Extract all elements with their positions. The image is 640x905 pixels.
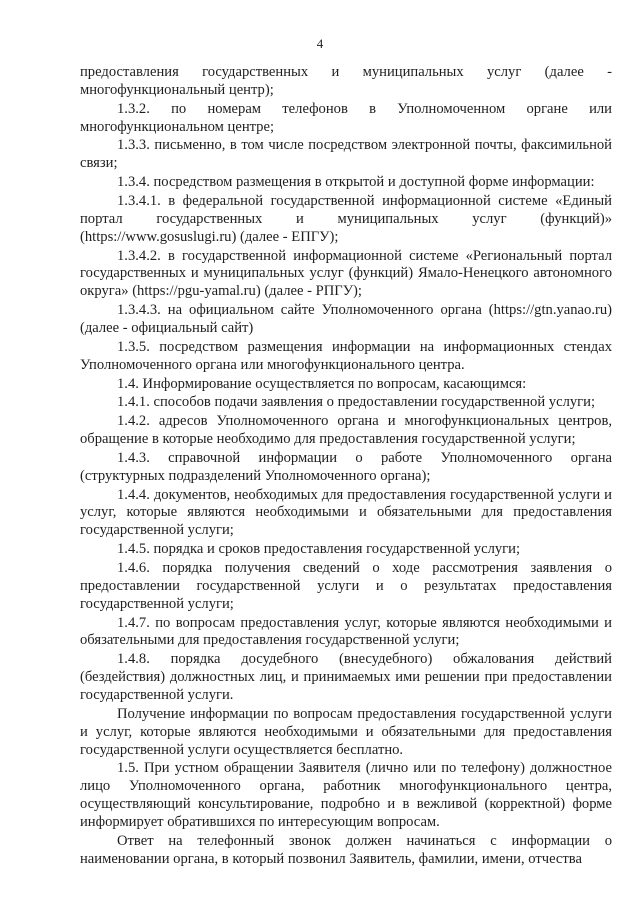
paragraph: Получение информации по вопросам предоставления государственной услуги и услуг, которые являются необходимыми и обязательными для предоставления государственной услуги осуществляется бесплатно.: [80, 705, 612, 758]
paragraph: 1.4.4. документов, необходимых для предоставления государственной услуги и услуг, которые являются необходимыми и обязательными для предоставления государственной услуги;: [80, 486, 612, 539]
document-body: [80, 64, 612, 870]
paragraph: 1.4.6. порядка получения сведений о ходе рассмотрения заявления о предоставлении государственной услуги и о результатах предоставления государственной услуги;: [80, 559, 612, 612]
paragraph: 1.4. Информирование осуществляется по вопросам, касающимся:: [117, 375, 527, 392]
paragraph: 1.5. При устном обращении Заявителя (лично или по телефону) должностное лицо Уполномоченного органа, работник многофункционального центра, осуществляющий консультирование, подробно и в вежливой (корректной) форме информирует обратившихся по интересующим вопросам.: [80, 760, 612, 831]
paragraph: 1.3.4. посредством размещения в открытой и доступной форме информации:: [117, 174, 595, 191]
paragraph: 1.4.8. порядка досудебного (внесудебного) обжалования действий (бездействия) должностных лиц, и принимаемых ими решении при предоставлении государственной услуги.: [80, 651, 612, 704]
paragraph: 1.4.5. порядка и сроков предоставления государственной услуги;: [117, 541, 521, 558]
paragraph: 1.3.5. посредством размещения информации на информационных стендах Уполномоченного органа или многофункционального центра.: [80, 338, 612, 373]
paragraph: предоставления государственных и муниципальных услуг (далее - многофункциональный центр);: [80, 64, 612, 98]
paragraph: 1.3.4.1. в федеральной государственной информационной системе «Единый портал государственных и муниципальных услуг (функций)» (https://www.gosuslugi.ru) (далее - ЕПГУ);: [80, 192, 612, 245]
paragraph: 1.4.3. справочной информации о работе Уполномоченного органа (структурных подразделений Уполномоченного органа);: [80, 449, 612, 484]
paragraph: 1.4.1. способов подачи заявления о предоставлении государственной услуги;: [117, 394, 595, 411]
paragraph: Ответ на телефонный звонок должен начинаться с информации о наименовании органа, в который позвонил Заявитель, фамилии, имени, отчества: [80, 832, 612, 867]
paragraph: 1.3.4.3. на официальном сайте Уполномоченного органа (https://gtn.yanao.ru) (далее - официальный сайт): [80, 302, 612, 337]
paragraph: 1.3.2. по номерам телефонов в Уполномоченном органе или многофункциональном центре;: [80, 100, 612, 135]
page-number: 4: [316, 36, 324, 51]
paragraph: 1.3.3. письменно, в том числе посредством электронной почты, факсимильной связи;: [80, 137, 612, 172]
paragraph: 1.3.4.2. в государственной информационной системе «Региональный портал государственных и муниципальных услуг (функций) Ямало-Ненецкого автономного округа» (https://pgu-yamal.ru) (далее - РПГУ);: [80, 247, 612, 300]
paragraph: 1.4.7. по вопросам предоставления услуг, которые являются необходимыми и обязательными для предоставления государственной услуги;: [80, 614, 612, 649]
paragraph: 1.4.2. адресов Уполномоченного органа и многофункциональных центров, обращение в которые необходимо для предоставления государственной услуги;: [80, 413, 612, 448]
